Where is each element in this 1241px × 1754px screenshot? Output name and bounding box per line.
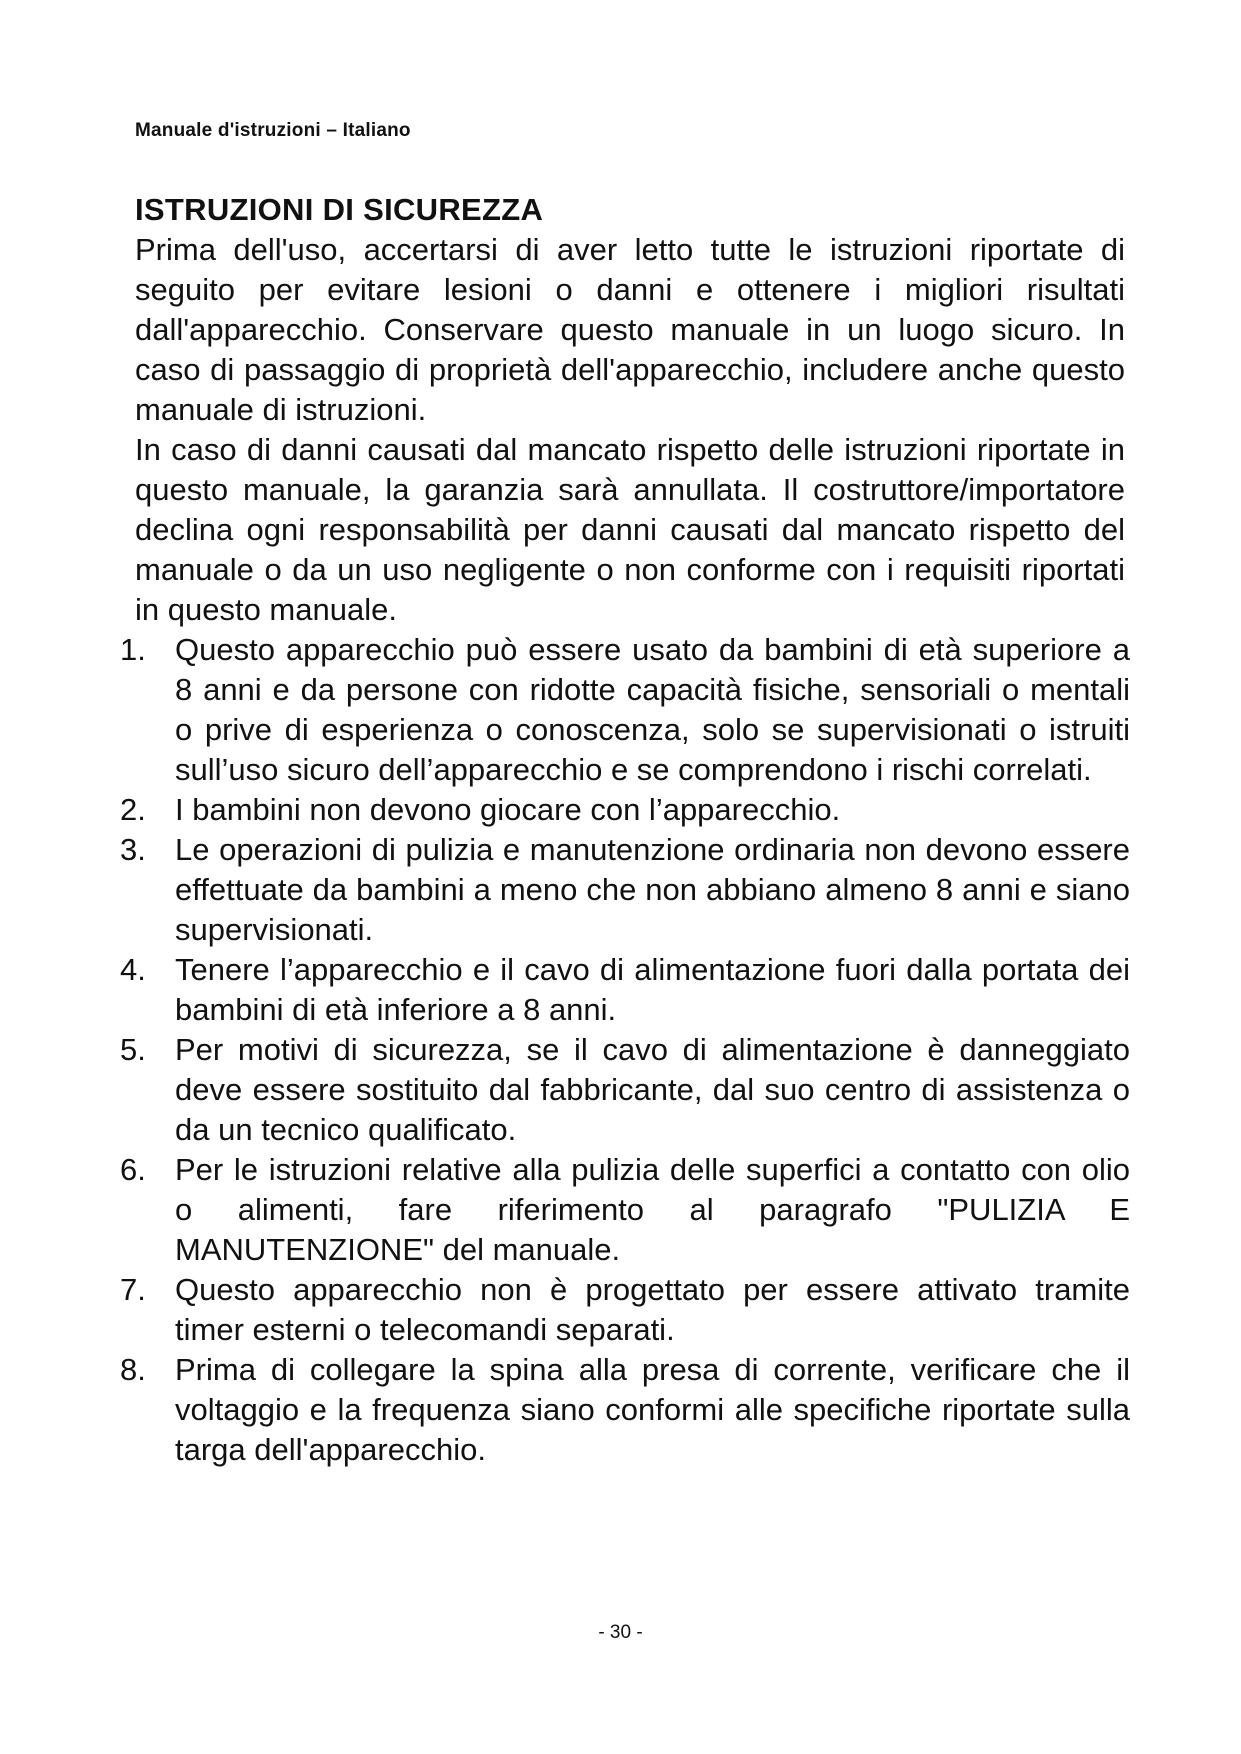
warranty-paragraph: In caso di danni causati dal mancato rispetto delle istruzioni riportate in questo manuale, la garanzia sarà annullata. Il costruttore/importatore declina ogni responsabilità per danni causati dal mancato rispetto del manuale o da un uso negligente o non conforme con i requisiti riportati in questo manuale. (135, 432, 1125, 627)
list-item-number: 3. (120, 832, 146, 867)
list-item-text: Tenere l’apparecchio e il cavo di alimentazione fuori dalla portata dei bambini di età inferiore a 8 anni. (175, 952, 1130, 1027)
list-item-text: Le operazioni di pulizia e manutenzione ordinaria non devono essere effettuate da bambini a meno che non abbiano almeno 8 anni e siano supervisionati. (175, 832, 1130, 947)
list-item (120, 1350, 1130, 1470)
list-item-text: Per le istruzioni relative alla pulizia delle superfici a contatto con olio o alimenti, fare riferimento al paragrafo "PULIZIA E MANUTENZIONE" del manuale. (175, 1152, 1130, 1267)
section-title: ISTRUZIONI DI SICUREZZA (135, 192, 544, 227)
list-item-text: Questo apparecchio non è progettato per essere attivato tramite timer esterni o telecomandi separati. (175, 1272, 1130, 1347)
list-item-number: 1. (120, 632, 146, 667)
intro-paragraph: Prima dell'uso, accertarsi di aver letto tutte le istruzioni riportate di seguito per evitare lesioni o danni e ottenere i migliori risultati dall'apparecchio. Conservare questo manuale in un luogo sicuro. In caso di passaggio di proprietà dell'apparecchio, includere anche questo manuale di istruzioni. (135, 232, 1125, 427)
list-item-number: 8. (120, 1352, 146, 1387)
list-item (120, 790, 1130, 830)
list-item (120, 950, 1130, 1030)
safety-instructions-list (120, 630, 1130, 1470)
list-item-number: 5. (120, 1032, 146, 1067)
list-item-text: Questo apparecchio può essere usato da bambini di età superiore a 8 anni e da persone con ridotte capacità fisiche, sensoriali o mentali o prive di esperienza o conoscenza, solo se supervisionati o istruiti sull’uso sicuro dell’apparecchio e se comprendono i rischi correlati. (175, 632, 1130, 787)
list-item-number: 6. (120, 1152, 146, 1187)
list-item-text: Per motivi di sicurezza, se il cavo di alimentazione è danneggiato deve essere sostituito dal fabbricante, dal suo centro di assistenza o da un tecnico qualificato. (175, 1032, 1130, 1147)
page-content (120, 190, 1130, 1470)
list-item-text: Prima di collegare la spina alla presa di corrente, verificare che il voltaggio e la frequenza siano conformi alle specifiche riportate sulla targa dell'apparecchio. (175, 1352, 1130, 1467)
list-item-number: 2. (120, 792, 146, 827)
list-item (120, 630, 1130, 790)
list-item-number: 4. (120, 952, 146, 987)
list-item-number: 7. (120, 1272, 146, 1307)
running-header: Manuale d'istruzioni – Italiano (135, 120, 411, 141)
page-number: - 30 - (598, 1622, 643, 1643)
list-item (120, 1030, 1130, 1150)
list-item (120, 830, 1130, 950)
list-item-text: I bambini non devono giocare con l’apparecchio. (175, 792, 841, 827)
list-item (120, 1270, 1130, 1350)
list-item (120, 1150, 1130, 1270)
